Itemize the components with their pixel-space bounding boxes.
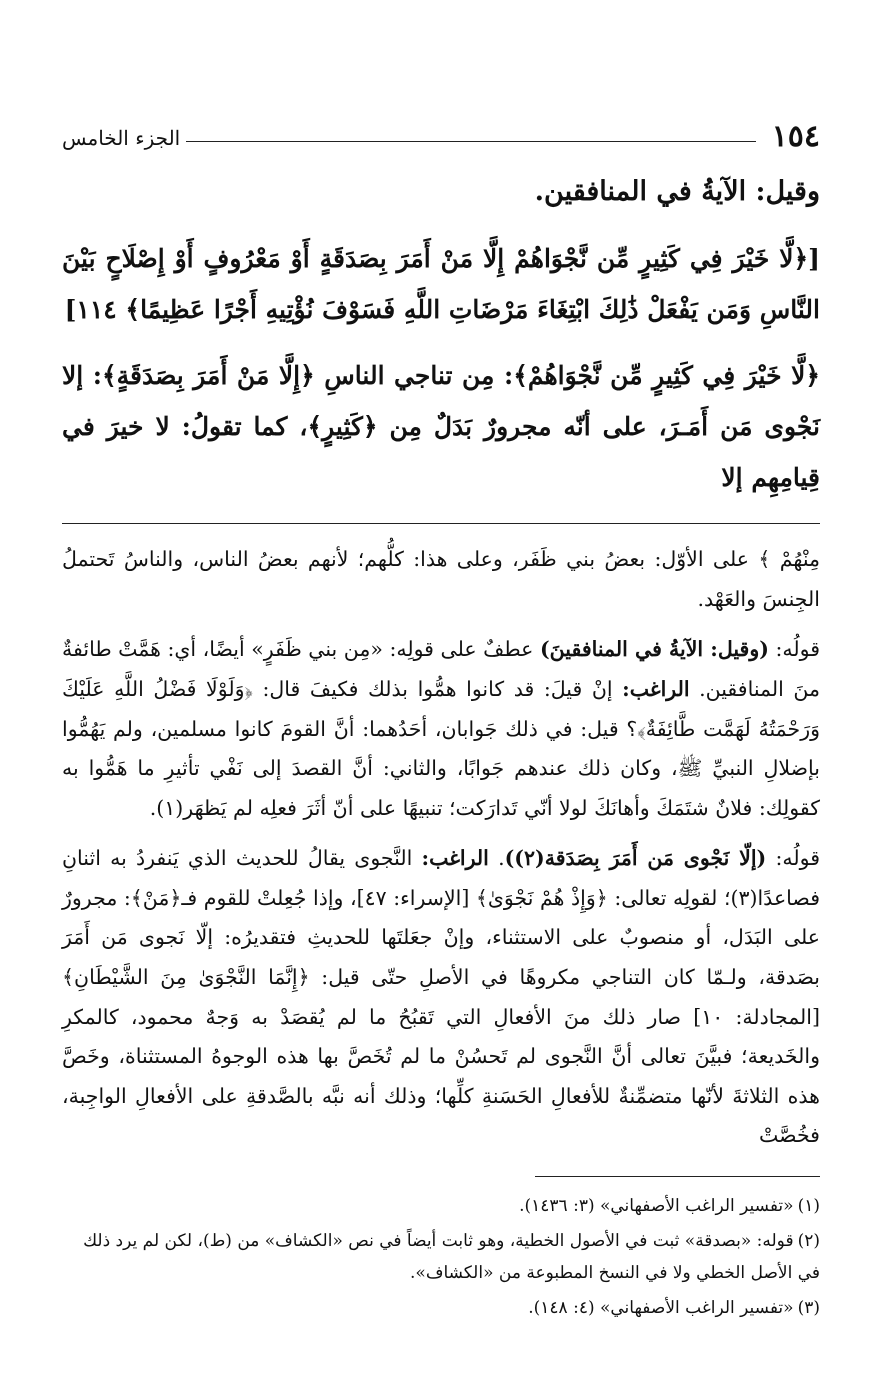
commentary bbox=[62, 540, 820, 1155]
header-rule bbox=[186, 141, 755, 142]
lead-heading: وقيل: الآيةُ في المنافقين. bbox=[534, 176, 820, 207]
commentary-quote: (إلّا نَجْوى مَن أَمَرَ بِصَدَقة(٢)) bbox=[504, 846, 767, 871]
footnote-1 bbox=[62, 1191, 820, 1222]
source-name: الراغب: bbox=[421, 846, 489, 871]
source-name: الراغب: bbox=[622, 677, 690, 702]
page-number: ١٥٤ bbox=[771, 119, 820, 154]
commentary-paragraph-2: قولُه: (وقيل: الآيةُ في المنافقينَ) عطفٌ على قولِه: «مِن بني ظَفَرٍ» أيضًا، أي: هَمَّتْ طائفةٌ منَ المنافقين. الراغب: إنْ قيلَ: قد كانوا همُّوا بذلك فكيفَ قال: ﴿وَلَوْلَا فَضْلُ اللَّهِ عَلَيْكَ وَرَحْمَتُهُ لَهَمَّت طَّائِفَةٌ﴾؟ قيل: في ذلك جَوابان، أحَدُهما: أنَّ القومَ كانوا مسلمين، ولم يَهُمُّوا بإضلالِ النبيِّ ﷺ، وكان ذلك عندهم جَوابًا، والثاني: أنَّ القصدَ إلى نَفْي تأثيرِ ما هَمُّوا به كقولِك: فلانٌ شتَمَكَ وأهانَكَ لولا أنّي تَدارَكت؛ تنبيهًا على أنّ أثَرَ فعلِه لم يَظهَر(١). bbox=[62, 637, 820, 820]
commentary-quote: (وقيل: الآيةُ في المنافقينَ) bbox=[539, 637, 769, 662]
footnote-2 bbox=[62, 1226, 820, 1289]
footnote-text: «تفسير الراغب الأصفهاني» (٣: ١٤٣٦). bbox=[519, 1195, 794, 1216]
footnote-number: (١) bbox=[797, 1195, 820, 1216]
footnote-rule bbox=[535, 1176, 820, 1177]
quran-verse: [﴿لَّا خَيْرَ فِي كَثِيرٍ مِّن نَّجْوَاهُمْ إِلَّا مَنْ أَمَرَ بِصَدَقَةٍ أَوْ مَعْرُوفٍ أَوْ إِصْلَاحٍ بَيْنَ النَّاسِ وَمَن يَفْعَلْ ذَٰلِكَ ابْتِغَاءَ مَرْضَاتِ اللَّهِ فَسَوْفَ نُؤْتِيهِ أَجْرًا عَظِيمًا﴾ ١١٤] bbox=[62, 244, 820, 325]
running-head: الجزء الخامس bbox=[62, 126, 181, 150]
footnote-number: (٣) bbox=[797, 1298, 820, 1319]
page-header bbox=[62, 108, 820, 152]
section-divider bbox=[62, 523, 820, 524]
footnote-text: «تفسير الراغب الأصفهاني» (٤: ١٤٨). bbox=[528, 1298, 794, 1319]
main-tafsir-text: ﴿لَّا خَيْرَ فِي كَثِيرٍ مِّن نَّجْوَاهُمْ﴾: مِن تناجي الناسِ ﴿إِلَّا مَنْ أَمَرَ بِصَدَقَةٍ﴾: إلا نَجْوى مَن أَمَـرَ، على أنّه مجرورٌ بَدَلٌ مِن ﴿كَثِيرٍ﴾، كما تقولُ: لا خيرَ في قِيامِهِم إلا bbox=[62, 360, 820, 493]
footnote-3 bbox=[62, 1293, 820, 1324]
commentary-paragraph-1: مِنْهُمْ ﴾ على الأوّل: بعضُ بني ظَفَر، وعلى هذا: كلُّهم؛ لأنهم بعضُ الناس، والناسُ تَحتملُ الجِنسَ والعَهْد. bbox=[62, 547, 820, 611]
footnotes bbox=[62, 1191, 820, 1325]
footnote-number: (٢) bbox=[797, 1231, 820, 1252]
footnote-text: قوله: «بصدقة» ثبت في الأصول الخطية، وهو ثابت أيضاً في نص «الكشاف» من (ط)، لكن لم يرد ذلك في الأصل الخطي ولا في النسخ المطبوعة من «الكشاف». bbox=[83, 1231, 820, 1283]
document-page bbox=[62, 108, 820, 1329]
commentary-paragraph-3: قولُه: (إلّا نَجْوى مَن أَمَرَ بِصَدَقة(٢)). الراغب: النَّجوى يقالُ للحديث الذي يَنفردُ به اثنانِ فصاعدًا(٣)؛ لقولِه تعالى: ﴿وَإِذْ هُمْ نَجْوَىٰ﴾ [الإسراء: ٤٧]، وإذا جُعِلتْ للقوم فـ﴿مَنْ﴾: مجرورٌ على البَدَل، أو منصوبٌ على الاستثناء، وإنْ جعَلتَها للحديثِ فتقديرُه: إلّا نَجوى مَن أَمَرَ بصَدقة، ولـمّا كان التناجي مكروهًا في الأصلِ حتّى قيل: ﴿إِنَّمَا النَّجْوَىٰ مِنَ الشَّيْطَانِ﴾ [المجادلة: ١٠] صار ذلك منَ الأفعالِ التي تَقبُحُ ما لم يُقصَدْ به وَجهٌ محمود، كالمكرِ والخَديعة؛ فبيَّنَ تعالى أنَّ النَّجوى لم تَحسُنْ ما لم تُخَصَّ بها هذه الوجوهُ المستثناة، وخَصَّ هذه الثلاثةَ لأنّها متضمِّنةٌ للأفعالِ الحَسَنةِ كلِّها؛ وذلك أنه نبَّه بالصَّدقةِ على الأفعالِ الواجِبة، فخُصَّتْ bbox=[62, 846, 820, 1148]
